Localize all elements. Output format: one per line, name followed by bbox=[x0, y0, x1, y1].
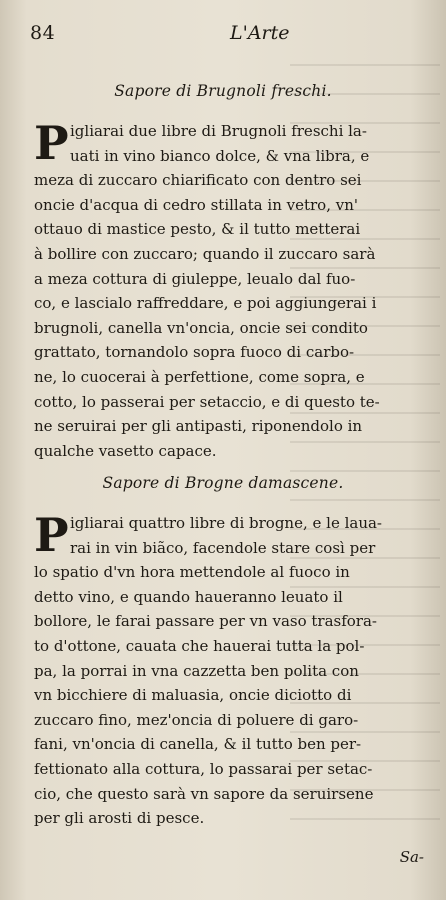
text-line: vn bicchiere di maluasia, oncie diciotto di bbox=[34, 686, 352, 705]
text-line: oncie d'acqua di cedro stillata in vetro, vn' bbox=[34, 195, 358, 214]
text-line: per gli arosti di pesce. bbox=[34, 809, 205, 828]
page-header bbox=[30, 22, 424, 48]
recipe-title: Sapore di Brugnoli freschi. bbox=[114, 82, 332, 100]
text-line: pa, la porrai in vna cazzetta ben polita con bbox=[34, 661, 359, 680]
text-line: co, e lascialo raffreddare, e poi aggiungerai i bbox=[34, 294, 377, 313]
text-line: bollore, le farai passare per vn vaso trasfora- bbox=[34, 612, 377, 631]
text-line: a meza cottura di giuleppe, leualo dal fuo- bbox=[34, 269, 356, 288]
text-line: à bollire con zuccaro; quando il zuccaro sarà bbox=[34, 244, 376, 263]
text-line: ottauo di mastice pesto, & il tutto metterai bbox=[34, 220, 361, 239]
text-line: fettionato alla cottura, lo passarai per setac- bbox=[34, 759, 373, 778]
page-number: 84 bbox=[30, 22, 56, 44]
drop-cap: P bbox=[34, 508, 69, 562]
catchword: Sa- bbox=[399, 848, 424, 866]
recipe-paragraph bbox=[34, 508, 426, 831]
recipe-title: Sapore di Brogne damascene. bbox=[102, 474, 344, 492]
text-line: brugnoli, canella vn'oncia, oncie sei condito bbox=[34, 318, 368, 337]
drop-cap: P bbox=[34, 116, 69, 170]
text-line: igliarai quattro libre di brogne, e le laua- bbox=[70, 514, 383, 532]
text-line: ne seruirai per gli antipasti, riponendolo in bbox=[34, 417, 363, 436]
text-line: ne, lo cuocerai à perfettione, come sopra, e bbox=[34, 367, 365, 386]
text-line: detto vino, e quando haueranno leuato il bbox=[34, 587, 343, 606]
page-footer bbox=[30, 848, 424, 878]
recipe-paragraph bbox=[34, 116, 426, 463]
text-line: grattato, tornandolo sopra fuoco di carbo- bbox=[34, 343, 355, 362]
text-line: fani, vn'oncia di canella, & il tutto ben per- bbox=[34, 735, 362, 754]
text-line: meza di zuccaro chiarificato con dentro sei bbox=[34, 171, 362, 190]
text-line: to d'ottone, cauata che hauerai tutta la pol- bbox=[34, 636, 365, 655]
text-line: igliarai due libre di Brugnoli freschi la- bbox=[70, 122, 367, 140]
text-line: qualche vasetto capace. bbox=[34, 441, 217, 460]
running-head: L'Arte bbox=[230, 22, 290, 44]
text-line: lo spatio d'vn hora mettendole al fuoco in bbox=[34, 563, 350, 582]
text-line: cotto, lo passerai per setaccio, e di questo te- bbox=[34, 392, 380, 411]
text-line: cio, che questo sarà vn sapore da seruirsene bbox=[34, 784, 374, 803]
text-line: uati in vino bianco dolce, & vna libra, e bbox=[70, 146, 370, 165]
text-line: rai in vin biãco, facendole stare così per bbox=[70, 538, 376, 557]
text-line: zuccaro fino, mez'oncia di poluere di garo- bbox=[34, 710, 359, 729]
